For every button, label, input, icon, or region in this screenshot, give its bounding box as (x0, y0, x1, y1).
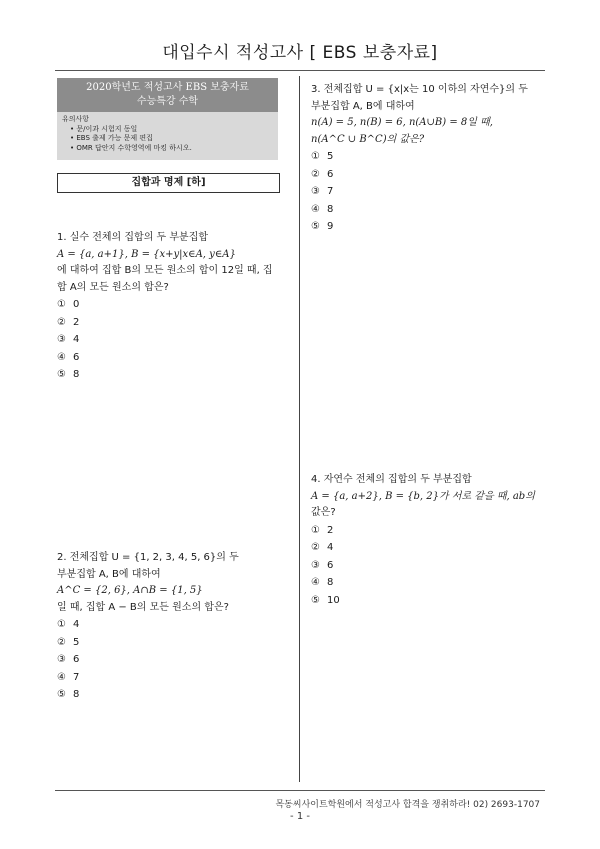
option-mark: ⑤ (311, 221, 320, 232)
option-value: 6 (327, 168, 334, 180)
option-mark: ③ (57, 654, 66, 665)
question-2 (57, 550, 297, 704)
option-item[interactable] (311, 148, 551, 166)
option-mark: ① (57, 619, 66, 630)
option-value: 7 (73, 671, 80, 683)
option-value: 8 (327, 577, 334, 588)
option-item[interactable] (311, 557, 551, 575)
option-value: 9 (327, 221, 334, 232)
option-value: 6 (73, 654, 80, 665)
option-mark: ⑤ (57, 689, 66, 700)
option-item[interactable] (311, 166, 551, 184)
option-item[interactable] (311, 201, 551, 219)
column-divider (299, 76, 300, 782)
option-mark: ② (311, 542, 320, 553)
option-value: 6 (73, 351, 80, 363)
question-1 (57, 230, 297, 384)
option-value: 4 (73, 619, 80, 630)
option-item[interactable] (57, 314, 297, 332)
section-title: 집합과 명제 [하] (57, 173, 280, 193)
info-title-line2: 수능특강 수학 (136, 96, 199, 107)
info-title-block (57, 78, 278, 112)
option-mark: ① (57, 299, 66, 310)
option-mark: ① (311, 524, 320, 536)
option-mark: ⑤ (57, 369, 66, 380)
question-formula: n(A^C ∪ B^C)의 값은? (311, 133, 425, 145)
question-formula: A = {a, a+2}, B = {b, 2}가 서로 같을 때, ab의 (311, 490, 535, 502)
question-formula: n(A) = 5, n(B) = 6, n(A∪B) = 8일 때, (311, 117, 493, 128)
page-title: 대입수시 적성고사 [ EBS 보충자료] (162, 43, 438, 63)
option-item[interactable] (311, 183, 551, 201)
option-item[interactable] (57, 296, 297, 314)
option-value: 7 (327, 186, 334, 197)
option-value: 4 (73, 334, 80, 345)
question-text-line: 2. 전체집합 U = {1, 2, 3, 4, 5, 6}의 두 (57, 552, 239, 563)
option-item[interactable] (57, 651, 297, 669)
info-title-line1: 2020학년도 적성고사 EBS 보충자료 (86, 82, 249, 93)
question-3 (311, 82, 551, 236)
question-4 (311, 472, 551, 609)
option-value: 5 (73, 636, 80, 648)
option-list (311, 148, 551, 236)
option-mark: ④ (57, 351, 66, 363)
question-text-line: 1. 실수 전체의 집합의 두 부분집합 (57, 232, 209, 243)
option-mark: ③ (57, 334, 66, 345)
option-item[interactable] (311, 218, 551, 236)
question-text-line: 부분집합 A, B에 대하여 (57, 568, 161, 580)
footer-text: 목동씨사이트학원에서 적성고사 합격을 쟁취하라! 02) 2693-1707 (275, 800, 540, 810)
question-formula: A^C = {2, 6}, A∩B = {1, 5} (57, 585, 203, 596)
option-mark: ② (57, 316, 66, 328)
option-item[interactable] (311, 522, 551, 540)
question-text-line: 합 A의 모든 원소의 합은? (57, 281, 169, 293)
option-mark: ④ (311, 577, 320, 588)
option-item[interactable] (57, 366, 297, 384)
option-mark: ① (311, 151, 320, 162)
question-text-line: 부분집합 A, B에 대하여 (311, 100, 415, 112)
option-item[interactable] (311, 574, 551, 592)
option-item[interactable] (311, 539, 551, 557)
info-box (57, 78, 278, 160)
option-mark: ④ (57, 671, 66, 683)
option-value: 8 (327, 203, 334, 215)
option-value: 10 (327, 594, 340, 606)
question-text-line: 에 대하여 집합 B의 모든 원소의 합이 12일 때, 집 (57, 265, 273, 276)
option-value: 0 (73, 299, 80, 310)
option-value: 5 (327, 151, 334, 162)
option-item[interactable] (57, 686, 297, 704)
option-item[interactable] (57, 669, 297, 687)
option-item[interactable] (57, 634, 297, 652)
option-item[interactable] (57, 331, 297, 349)
footer-divider (55, 790, 545, 791)
option-value: 4 (327, 542, 334, 553)
notice-item: • EBS 출제 가능 문제 편집 (70, 134, 273, 144)
question-text-line: 값은? (311, 507, 336, 518)
option-list (57, 296, 297, 384)
question-text-line: 4. 자연수 전체의 집합의 두 부분집합 (311, 474, 472, 485)
option-item[interactable] (57, 349, 297, 367)
option-list (57, 616, 297, 704)
notice-item: • 문/이과 시험지 동일 (70, 125, 273, 135)
option-mark: ④ (311, 203, 320, 215)
option-value: 8 (73, 689, 80, 700)
notice-list (62, 125, 273, 154)
option-mark: ⑤ (311, 594, 320, 606)
option-mark: ③ (311, 559, 320, 571)
option-mark: ③ (311, 186, 320, 197)
option-item[interactable] (57, 616, 297, 634)
notice-item: • OMR 답안지 수학영역에 마킹 하시오. (70, 144, 273, 154)
option-value: 2 (73, 316, 80, 328)
page-number: - 1 - (290, 811, 310, 822)
option-value: 2 (327, 524, 334, 536)
option-list (311, 522, 551, 610)
question-formula: A = {a, a+1}, B = {x+y|x∈A, y∈A} (57, 248, 236, 260)
option-mark: ② (311, 168, 320, 180)
question-text-line: 일 때, 집합 A − B의 모든 원소의 합은? (57, 601, 229, 613)
option-value: 8 (73, 369, 80, 380)
notice-heading: 유의사항 (62, 115, 90, 123)
option-value: 6 (327, 559, 334, 571)
option-mark: ② (57, 636, 66, 648)
option-item[interactable] (311, 592, 551, 610)
header-divider (55, 70, 545, 71)
question-text-line: 3. 전체집합 U = {x|x는 10 이하의 자연수}의 두 (311, 84, 528, 95)
notice (57, 112, 278, 153)
